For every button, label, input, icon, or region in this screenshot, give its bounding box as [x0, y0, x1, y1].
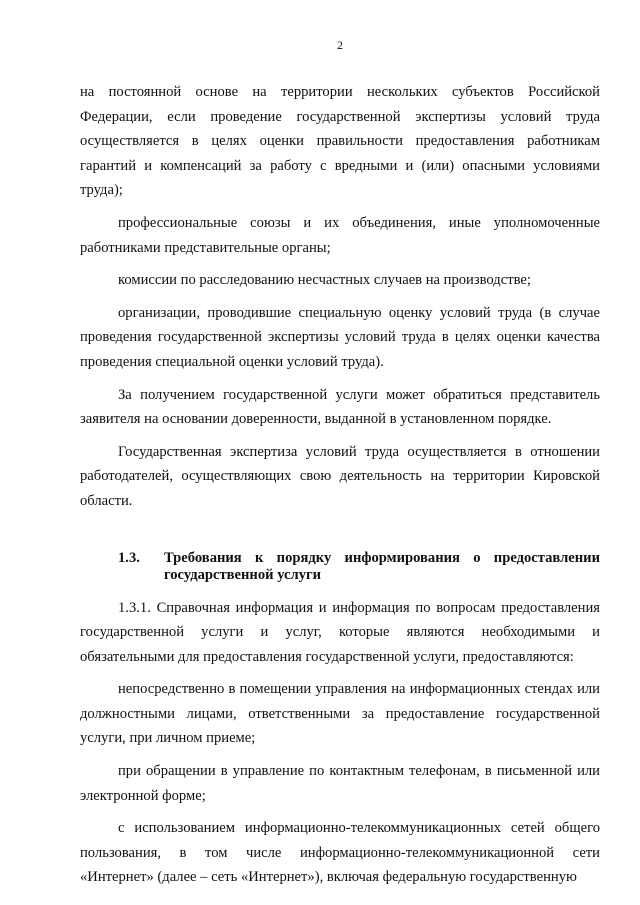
paragraph: организации, проводившие специальную оценку условий труда (в случае проведения государственной экспертизы условий труда в целях оценки качества проведения специальной оценки условий труда). [80, 304, 600, 370]
page-number: 2 [337, 38, 343, 52]
paragraph: с использованием информационно-телекоммуникационных сетей общего пользования, в том числе информационно-телекоммуникационной сети «Интернет» (далее – сеть «Интернет»), включая федеральную государственную [80, 820, 600, 886]
paragraph: комиссии по расследованию несчастных случаев на производстве; [118, 272, 531, 289]
paragraph: Государственная экспертиза условий труда осуществляется в отношении работодателей, осуществляющих свою деятельность на территории Кировской области. [80, 443, 600, 509]
paragraph: на постоянной основе на территории нескольких субъектов Российской Федерации, если проведение государственной экспертизы условий труда осуществляется в целях оценки правильности предоставления работникам гарантий и компенсаций за работу с вредными и (или) опасными условиями труда); [80, 84, 600, 199]
paragraphs-after [80, 596, 600, 891]
section-number: 1.3. [118, 549, 140, 566]
section-title: Требования к порядку информирования о предоставлении государственной услуги [164, 549, 600, 583]
paragraph: 1.3.1. Справочная информация и информация по вопросам предоставления государственной услуги и услуг, которые являются необходимыми и обязательными для предоставления государственной услуги, предоставляются: [80, 599, 600, 665]
paragraph: За получением государственной услуги может обратиться представитель заявителя на основании доверенности, выданной в установленном порядке. [80, 386, 600, 428]
paragraph: при обращении в управление по контактным телефонам, в письменной или электронной форме; [80, 763, 600, 804]
paragraph: непосредственно в помещении управления на информационных стендах или должностными лицами, ответственными за предоставление государственной услуги, при личном приеме; [80, 681, 600, 747]
paragraphs-before [80, 80, 600, 514]
paragraph: профессиональные союзы и их объединения, иные уполномоченные работниками представительные органы; [80, 214, 600, 256]
section-heading [80, 550, 600, 584]
